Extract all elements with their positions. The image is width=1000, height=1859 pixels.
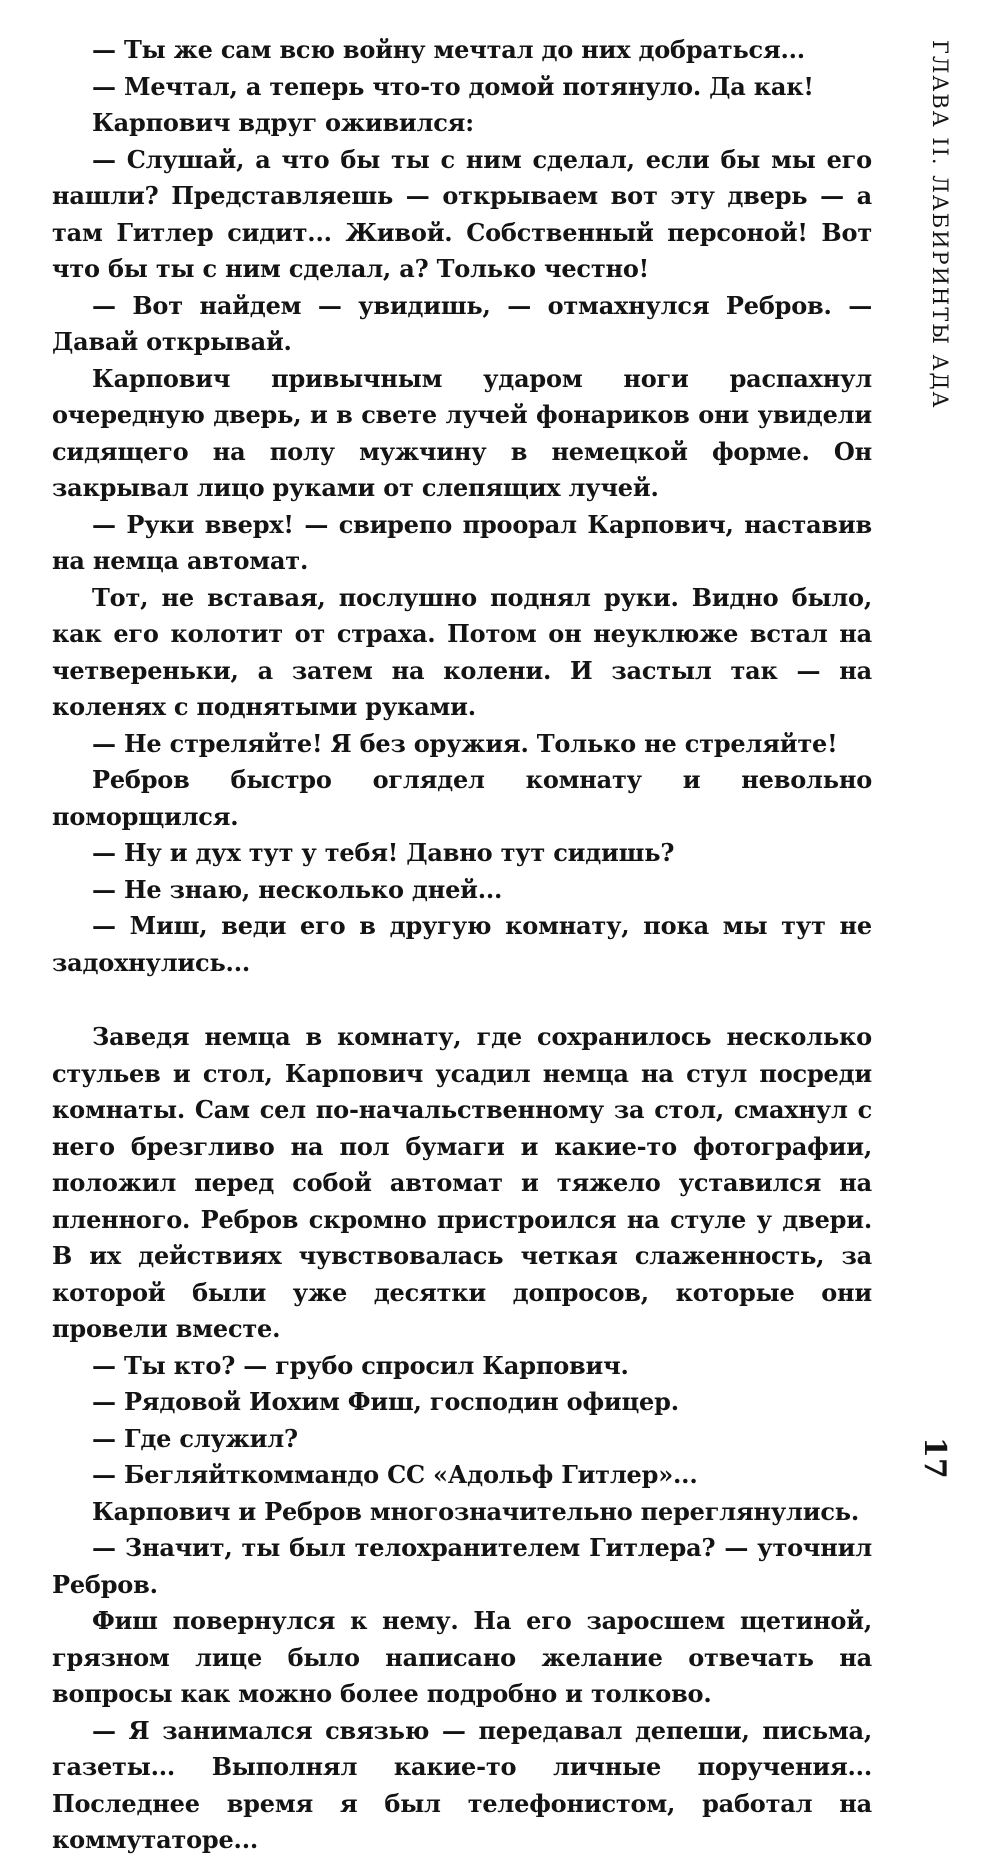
paragraph: Заведя немца в комнату, где сохранилось несколько стульев и стол, Карпович усадил немца на стул посреди комнаты. Сам сел по-начальственному за стол, смахнул с него брезгливо на пол бумаги и какие-то фотографии, положил перед собой автомат и тяжело уставился на пленного. Ребров скромно пристроился на стуле у двери. В их действиях чувствовалась четкая слаженность, за которой были уже десятки допросов, которые они провели вместе. [52,1022,872,1343]
paragraph: — Слушай, а что бы ты с ним сделал, если бы мы его нашли? Представляешь — открываем вот эту дверь — а там Гитлер сидит... Живой. Собственный персоной! Вот что бы ты с ним сделал, а? Только честно! [52,144,872,283]
paragraph: — Вот найдем — увидишь, — отмахнулся Ребров. — Давай открывай. [52,290,872,356]
paragraph: Карпович вдруг оживился: [92,108,474,137]
body-text [52,32,872,1859]
paragraph: — Мечтал, а теперь что-то домой потянуло. Да как! [92,71,814,101]
paragraph: — Ты же сам всю войну мечтал до них добраться... [92,35,805,64]
page-number: 17 [917,1437,952,1479]
paragraph: — Миш, веди его в другую комнату, пока мы тут не задохнулись... [52,911,872,977]
paragraph: Карпович и Ребров многозначительно переглянулись. [92,1496,860,1526]
paragraph: Карпович привычным ударом ноги распахнул очередную дверь, и в свете лучей фонариков они увидели сидящего на полу мужчину в немецкой форме. Он закрывал лицо руками от слепящих лучей. [52,363,872,502]
running-head: ГЛАВА II. ЛАБИРИНТЫ АДА [928,40,952,410]
paragraph: Фиш повернулся к нему. На его заросшем щетиной, грязном лице было написано желание отвечать на вопросы как можно более подробно и толково. [52,1606,872,1708]
paragraph: Тот, не вставая, послушно поднял руки. Видно было, как его колотит от страха. Потом он неуклюже встал на четвереньки, а затем на колени. И застыл так — на коленях с поднятыми руками. [52,582,872,721]
paragraph: — Не знаю, несколько дней... [92,874,503,904]
section-break [52,981,872,1019]
paragraph: — Ты кто? — грубо спросил Карпович. [92,1350,629,1380]
paragraph: — Где служил? [92,1423,298,1453]
paragraph: — Значит, ты был телохранителем Гитлера? — уточнил Ребров. [52,1533,872,1599]
paragraph: — Рядовой Иохим Фиш, господин офицер. [92,1387,679,1416]
paragraph: Ребров быстро оглядел комнату и невольно поморщился. [52,765,872,831]
paragraph: — Руки вверх! — свирепо проорал Карпович, наставив на немца автомат. [52,509,872,575]
paragraph: — Не стреляйте! Я без оружия. Только не стреляйте! [92,728,838,758]
paragraph: — Я занимался связью — передавал депеши, письма, газеты... Выполнял какие-то личные поручения... Последнее время я был телефонистом, работал на коммутаторе... [52,1715,872,1854]
paragraph: — Ну и дух тут у тебя! Давно тут сидишь? [92,838,675,867]
paragraph: — Бегляйткоммандо СС «Адольф Гитлер»... [92,1460,698,1489]
